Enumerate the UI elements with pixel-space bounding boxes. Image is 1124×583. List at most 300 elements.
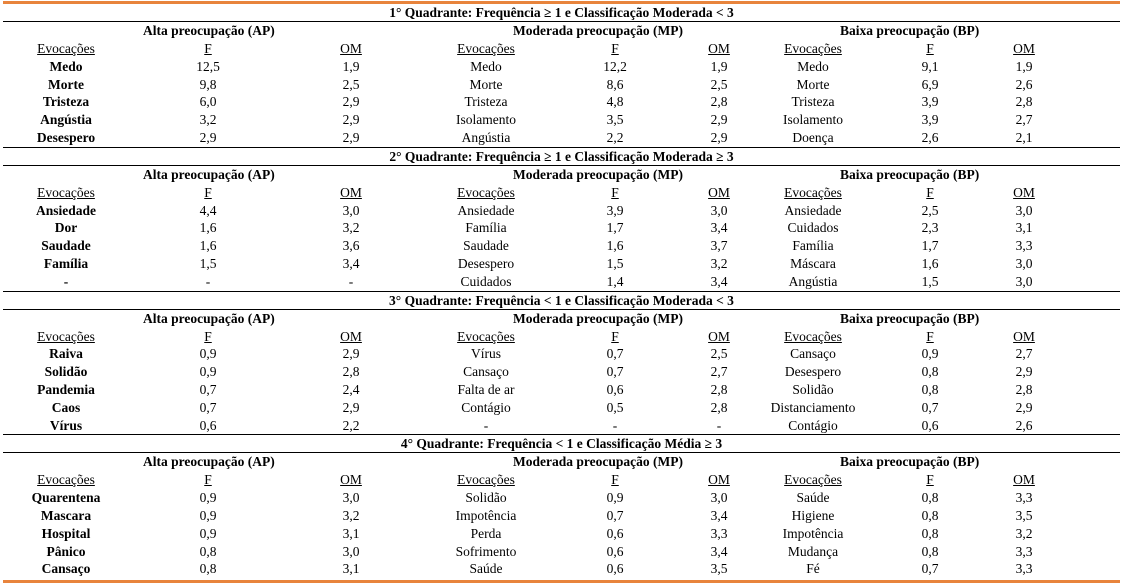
cell-group-mp: [367, 417, 756, 435]
cell-group-bp: [756, 345, 1120, 363]
om-value: 3,0: [1015, 273, 1033, 289]
evocacao-term: Família: [792, 238, 834, 254]
evocacao-term: Saudade: [463, 238, 509, 254]
om-value: 3,1: [342, 525, 360, 541]
column-headers-ap: [3, 328, 367, 346]
frequency-value: 0,8: [921, 490, 939, 506]
cell-group-bp: [756, 489, 1120, 507]
evocacao-term: Desespero: [784, 364, 842, 380]
frequency-value: 1,7: [606, 220, 624, 236]
om-value: 2,7: [1015, 346, 1033, 362]
cell-group-ap: [3, 560, 367, 578]
table-row: [3, 525, 1120, 543]
group-header-mp: [367, 166, 756, 184]
evocacao-term: Saúde: [469, 561, 503, 577]
om-value: 3,4: [710, 220, 728, 236]
frequency-value: 0,8: [921, 507, 939, 523]
evocacao-term: Vírus: [471, 346, 501, 362]
frequency-value: 0,9: [199, 507, 217, 523]
evocacao-term: Higiene: [791, 507, 835, 523]
frequency-value: 1,5: [921, 273, 939, 289]
frequency-value: 9,1: [921, 58, 939, 74]
om-value: 2,8: [710, 399, 728, 415]
group-header-bp: [756, 22, 1120, 40]
om-value: 2,4: [342, 381, 360, 397]
group-header-row: [3, 22, 1120, 40]
frequency-value: 0,9: [199, 490, 217, 506]
om-value: 3,4: [710, 507, 728, 523]
group-header-ap: [3, 310, 367, 328]
table-row: [3, 507, 1120, 525]
group-header-ap: [3, 22, 367, 40]
evocacao-term: Saúde: [796, 490, 830, 506]
cell-group-ap: [3, 489, 367, 507]
evocacao-term: Angústia: [788, 273, 838, 289]
f-header: F: [926, 328, 934, 344]
om-header: OM: [340, 328, 362, 344]
evocacao-term: Solidão: [465, 490, 507, 506]
cell-group-bp: [756, 58, 1120, 76]
om-value: 2,5: [342, 76, 360, 92]
cell-group-ap: [3, 237, 367, 255]
cell-group-mp: [367, 543, 756, 561]
evocacao-term: Cuidados: [460, 273, 512, 289]
cell-group-bp: [756, 76, 1120, 94]
evocacao-term: Isolamento: [783, 112, 843, 128]
evocacao-term: Dor: [54, 220, 78, 236]
om-value: 2,2: [342, 417, 360, 433]
table-row: [3, 111, 1120, 129]
om-header: OM: [1013, 184, 1035, 200]
om-value: 3,4: [710, 273, 728, 289]
frequency-value: -: [205, 273, 211, 289]
cell-group-bp: [756, 507, 1120, 525]
om-value: 2,6: [1015, 76, 1033, 92]
frequency-value: 0,9: [921, 346, 939, 362]
cell-group-ap: [3, 363, 367, 381]
table-row: [3, 202, 1120, 220]
column-headers-mp: [367, 471, 756, 489]
om-value: 2,7: [1015, 112, 1033, 128]
om-value: 3,3: [710, 525, 728, 541]
f-header: F: [926, 41, 934, 56]
evocacao-term: -: [63, 273, 69, 289]
f-header: F: [611, 472, 619, 488]
column-header-row: [3, 471, 1120, 489]
om-header: OM: [340, 41, 362, 56]
evocacao-term: Mudança: [787, 543, 839, 559]
evocacao-term: Doença: [792, 129, 834, 145]
om-value: 3,2: [1015, 525, 1033, 541]
evocacoes-header: Evocações: [37, 328, 95, 344]
om-value: 2,9: [710, 112, 728, 128]
group-header-mp: [367, 453, 756, 471]
table-row: [3, 255, 1120, 273]
evocacao-term: Cuidados: [787, 220, 839, 236]
frequency-value: 0,8: [921, 543, 939, 559]
cell-group-bp: [756, 237, 1120, 255]
cell-group-ap: [3, 202, 367, 220]
om-value: 3,0: [1015, 202, 1033, 218]
f-header: F: [204, 184, 212, 200]
om-value: 3,7: [710, 238, 728, 254]
frequency-value: 3,9: [921, 94, 939, 110]
om-header: OM: [708, 328, 730, 344]
om-value: 2,5: [710, 76, 728, 92]
om-header: OM: [1013, 472, 1035, 488]
frequency-value: 0,6: [606, 381, 624, 397]
group-header-bp: [756, 166, 1120, 184]
evocacoes-header: Evocações: [457, 328, 515, 344]
group-header-row: [3, 166, 1120, 184]
cell-group-ap: [3, 273, 367, 291]
om-value: 3,5: [1015, 507, 1033, 523]
evocacoes-header: Evocações: [457, 472, 515, 488]
evocacoes-header: Evocações: [37, 184, 95, 200]
evocacao-term: Contágio: [461, 399, 511, 415]
evocacoes-header: Evocações: [37, 41, 95, 56]
column-headers-mp: [367, 40, 756, 58]
evocacao-term: Tristeza: [464, 94, 508, 110]
evocacao-term: Pânico: [46, 543, 86, 559]
frequency-value: 0,9: [199, 525, 217, 541]
group-label: Moderada preocupação (MP): [513, 166, 683, 182]
om-value: 2,8: [1015, 381, 1033, 397]
frequency-value: 3,9: [606, 202, 624, 218]
quadrant-title: 2° Quadrante: Frequência ≥ 1 e Classificação Moderada ≥ 3: [3, 147, 1120, 166]
table-row: [3, 93, 1120, 111]
evocacao-term: Tristeza: [42, 94, 90, 110]
cell-group-mp: [367, 273, 756, 291]
frequency-value: 4,4: [199, 202, 217, 218]
frequency-value: 0,7: [921, 561, 939, 577]
evocacao-term: Cansaço: [41, 561, 91, 577]
evocacao-term: Desespero: [36, 129, 96, 145]
table-row: [3, 219, 1120, 237]
frequency-value: 0,6: [921, 417, 939, 433]
evocacao-term: Ansiedade: [784, 202, 842, 218]
om-value: 2,8: [710, 94, 728, 110]
quadrant-title: 4° Quadrante: Frequência < 1 e Classificação Média ≥ 3: [3, 434, 1120, 453]
frequency-value: 2,6: [921, 129, 939, 145]
cell-group-mp: [367, 560, 756, 578]
cell-group-mp: [367, 58, 756, 76]
group-label: Alta preocupação (AP): [143, 454, 275, 470]
om-value: 2,9: [342, 112, 360, 128]
frequency-value: 1,6: [199, 220, 217, 236]
group-header-bp: [756, 310, 1120, 328]
om-value: 3,3: [1015, 238, 1033, 254]
frequency-value: 0,6: [606, 561, 624, 577]
om-value: 3,3: [1015, 543, 1033, 559]
cell-group-bp: [756, 93, 1120, 111]
f-header: F: [611, 41, 619, 56]
table-row: [3, 399, 1120, 417]
cell-group-mp: [367, 525, 756, 543]
frequency-value: 0,9: [199, 364, 217, 380]
evocacoes-header: Evocações: [784, 41, 842, 56]
group-label: Moderada preocupação (MP): [513, 23, 683, 38]
column-header-row: [3, 328, 1120, 346]
om-value: 3,0: [710, 490, 728, 506]
evocacao-term: Pandemia: [37, 381, 95, 397]
evocacao-term: Distanciamento: [770, 399, 856, 415]
table-row: [3, 489, 1120, 507]
frequency-value: 0,7: [606, 364, 624, 380]
group-label: Baixa preocupação (BP): [840, 166, 980, 182]
cell-group-ap: [3, 93, 367, 111]
frequency-value: 4,8: [606, 94, 624, 110]
cell-group-ap: [3, 525, 367, 543]
cell-group-mp: [367, 489, 756, 507]
group-header-mp: [367, 22, 756, 40]
f-header: F: [926, 472, 934, 488]
column-headers-bp: [756, 40, 1120, 58]
table-row: [3, 273, 1120, 291]
table-row: [3, 417, 1120, 435]
frequency-value: 3,2: [199, 112, 217, 128]
group-header-mp: [367, 310, 756, 328]
evocacoes-header: Evocações: [784, 184, 842, 200]
table-row: [3, 543, 1120, 561]
om-value: 3,5: [710, 561, 728, 577]
om-value: 3,6: [342, 238, 360, 254]
f-header: F: [611, 328, 619, 344]
group-label: Baixa preocupação (BP): [840, 310, 980, 326]
evocacao-term: Quarentena: [31, 490, 101, 506]
frequency-value: 2,9: [199, 129, 217, 145]
table-row: [3, 381, 1120, 399]
evocacao-term: Raiva: [49, 346, 83, 362]
column-headers-mp: [367, 328, 756, 346]
frequency-value: 0,7: [199, 381, 217, 397]
evocacao-term: Isolamento: [456, 112, 516, 128]
cell-group-mp: [367, 111, 756, 129]
om-value: 3,0: [1015, 255, 1033, 271]
quadrant-title: 1° Quadrante: Frequência ≥ 1 e Classificação Moderada < 3: [3, 4, 1120, 22]
cell-group-ap: [3, 76, 367, 94]
cell-group-ap: [3, 219, 367, 237]
cell-group-ap: [3, 345, 367, 363]
cell-group-mp: [367, 255, 756, 273]
table-row: [3, 237, 1120, 255]
om-value: -: [348, 273, 354, 289]
frequency-value: 1,5: [606, 255, 624, 271]
evocacao-term: Morte: [469, 76, 503, 92]
cell-group-mp: [367, 507, 756, 525]
om-header: OM: [708, 472, 730, 488]
frequency-value: 12,5: [196, 58, 220, 74]
group-label: Moderada preocupação (MP): [513, 454, 683, 470]
om-value: 3,1: [1015, 220, 1033, 236]
cell-group-mp: [367, 345, 756, 363]
frequency-value: 0,9: [606, 490, 624, 506]
evocacao-term: Ansiedade: [35, 202, 97, 218]
evocacao-term: Cansaço: [463, 364, 509, 380]
cell-group-ap: [3, 255, 367, 273]
cell-group-ap: [3, 507, 367, 525]
cell-group-bp: [756, 560, 1120, 578]
om-value: -: [716, 417, 722, 433]
cell-group-bp: [756, 399, 1120, 417]
om-value: 2,9: [1015, 399, 1033, 415]
frequency-value: 3,5: [606, 112, 624, 128]
om-value: 3,4: [710, 543, 728, 559]
om-value: 3,2: [710, 255, 728, 271]
cell-group-ap: [3, 543, 367, 561]
evocacao-term: Morte: [796, 76, 830, 92]
evocacao-term: Mascara: [40, 507, 92, 523]
cell-group-mp: [367, 93, 756, 111]
frequency-value: 3,9: [921, 112, 939, 128]
om-value: 2,8: [1015, 94, 1033, 110]
cell-group-bp: [756, 111, 1120, 129]
frequency-value: 9,8: [199, 76, 217, 92]
table-row: [3, 58, 1120, 76]
group-header-bp: [756, 453, 1120, 471]
evocacao-term: -: [483, 417, 489, 433]
table-row: [3, 345, 1120, 363]
frequency-value: 0,8: [199, 561, 217, 577]
group-label: Baixa preocupação (BP): [840, 23, 980, 38]
om-value: 3,3: [1015, 490, 1033, 506]
frequency-value: 1,4: [606, 273, 624, 289]
evocacao-term: Impotência: [782, 525, 844, 541]
cell-group-mp: [367, 219, 756, 237]
om-value: 3,0: [342, 543, 360, 559]
evocacao-term: Solidão: [44, 364, 88, 380]
evocacao-term: Hospital: [41, 525, 91, 541]
evocacao-term: Contágio: [788, 417, 838, 433]
evocacao-term: Máscara: [790, 255, 836, 271]
group-label: Moderada preocupação (MP): [513, 310, 683, 326]
column-headers-mp: [367, 184, 756, 202]
cell-group-bp: [756, 543, 1120, 561]
group-header-row: [3, 453, 1120, 471]
om-value: 2,9: [342, 399, 360, 415]
cell-group-bp: [756, 255, 1120, 273]
frequency-value: 6,0: [199, 94, 217, 110]
frequency-value: 0,7: [199, 399, 217, 415]
cell-group-bp: [756, 202, 1120, 220]
frequency-value: 0,8: [199, 543, 217, 559]
column-headers-bp: [756, 328, 1120, 346]
frequency-value: 1,6: [606, 238, 624, 254]
frequency-value: 0,6: [606, 525, 624, 541]
evocacao-term: Tristeza: [791, 94, 835, 110]
frequency-value: 0,8: [921, 364, 939, 380]
frequency-value: 1,7: [921, 238, 939, 254]
table-row: [3, 560, 1120, 578]
frequency-value: 0,7: [606, 507, 624, 523]
cell-group-bp: [756, 273, 1120, 291]
evocacao-term: Vírus: [49, 417, 83, 433]
evocacao-term: Solidão: [792, 381, 834, 397]
om-header: OM: [340, 184, 362, 200]
column-header-row: [3, 184, 1120, 202]
frequency-value: 0,8: [921, 381, 939, 397]
frequency-value: -: [612, 417, 618, 433]
evocacao-term: Cansaço: [790, 346, 836, 362]
evocacao-term: Caos: [51, 399, 81, 415]
om-value: 2,8: [342, 364, 360, 380]
om-value: 1,9: [1015, 58, 1033, 74]
column-headers-bp: [756, 471, 1120, 489]
f-header: F: [204, 328, 212, 344]
om-header: OM: [340, 472, 362, 488]
cell-group-ap: [3, 399, 367, 417]
group-header-ap: [3, 453, 367, 471]
om-value: 2,8: [710, 381, 728, 397]
evocacoes-header: Evocações: [784, 472, 842, 488]
frequency-value: 1,6: [199, 238, 217, 254]
cell-group-mp: [367, 237, 756, 255]
frequency-value: 0,7: [606, 346, 624, 362]
evocacao-term: Família: [43, 255, 89, 271]
frequency-value: 0,9: [199, 346, 217, 362]
frequency-value: 2,5: [921, 202, 939, 218]
cell-group-bp: [756, 417, 1120, 435]
om-value: 3,1: [342, 561, 360, 577]
column-headers-bp: [756, 184, 1120, 202]
evocacao-term: Desespero: [457, 255, 515, 271]
f-header: F: [611, 184, 619, 200]
table-row: [3, 129, 1120, 147]
frequency-value: 0,8: [921, 525, 939, 541]
om-value: 1,9: [342, 58, 360, 74]
group-label: Alta preocupação (AP): [143, 23, 275, 38]
om-value: 2,9: [1015, 364, 1033, 380]
evocacoes-header: Evocações: [37, 472, 95, 488]
cell-group-mp: [367, 381, 756, 399]
column-headers-ap: [3, 184, 367, 202]
cell-group-bp: [756, 219, 1120, 237]
column-headers-ap: [3, 40, 367, 58]
om-value: 3,0: [342, 202, 360, 218]
cell-group-mp: [367, 129, 756, 147]
evocacao-term: Medo: [470, 58, 502, 74]
group-label: Baixa preocupação (BP): [840, 454, 980, 470]
frequency-value: 1,5: [199, 255, 217, 271]
group-header-ap: [3, 166, 367, 184]
om-value: 2,7: [710, 364, 728, 380]
evocacao-term: Morte: [48, 76, 84, 92]
cell-group-ap: [3, 129, 367, 147]
evocacoes-header: Evocações: [457, 184, 515, 200]
group-label: Alta preocupação (AP): [143, 166, 275, 182]
evocacao-term: Família: [465, 220, 507, 236]
om-value: 2,9: [342, 129, 360, 145]
om-value: 2,9: [710, 129, 728, 145]
cell-group-ap: [3, 381, 367, 399]
om-value: 2,5: [710, 346, 728, 362]
om-value: 3,4: [342, 255, 360, 271]
om-value: 3,0: [710, 202, 728, 218]
column-headers-ap: [3, 471, 367, 489]
om-value: 3,2: [342, 507, 360, 523]
om-value: 1,9: [710, 58, 728, 74]
om-value: 2,9: [342, 346, 360, 362]
om-header: OM: [1013, 328, 1035, 344]
frequency-value: 0,6: [199, 417, 217, 433]
cell-group-mp: [367, 76, 756, 94]
frequency-value: 2,2: [606, 129, 624, 145]
evocacao-term: Medo: [797, 58, 829, 74]
quadrant-title: 3° Quadrante: Frequência < 1 e Classificação Moderada < 3: [3, 291, 1120, 310]
group-label: Alta preocupação (AP): [143, 310, 275, 326]
frequency-value: 12,2: [603, 58, 627, 74]
frequency-value: 1,6: [921, 255, 939, 271]
